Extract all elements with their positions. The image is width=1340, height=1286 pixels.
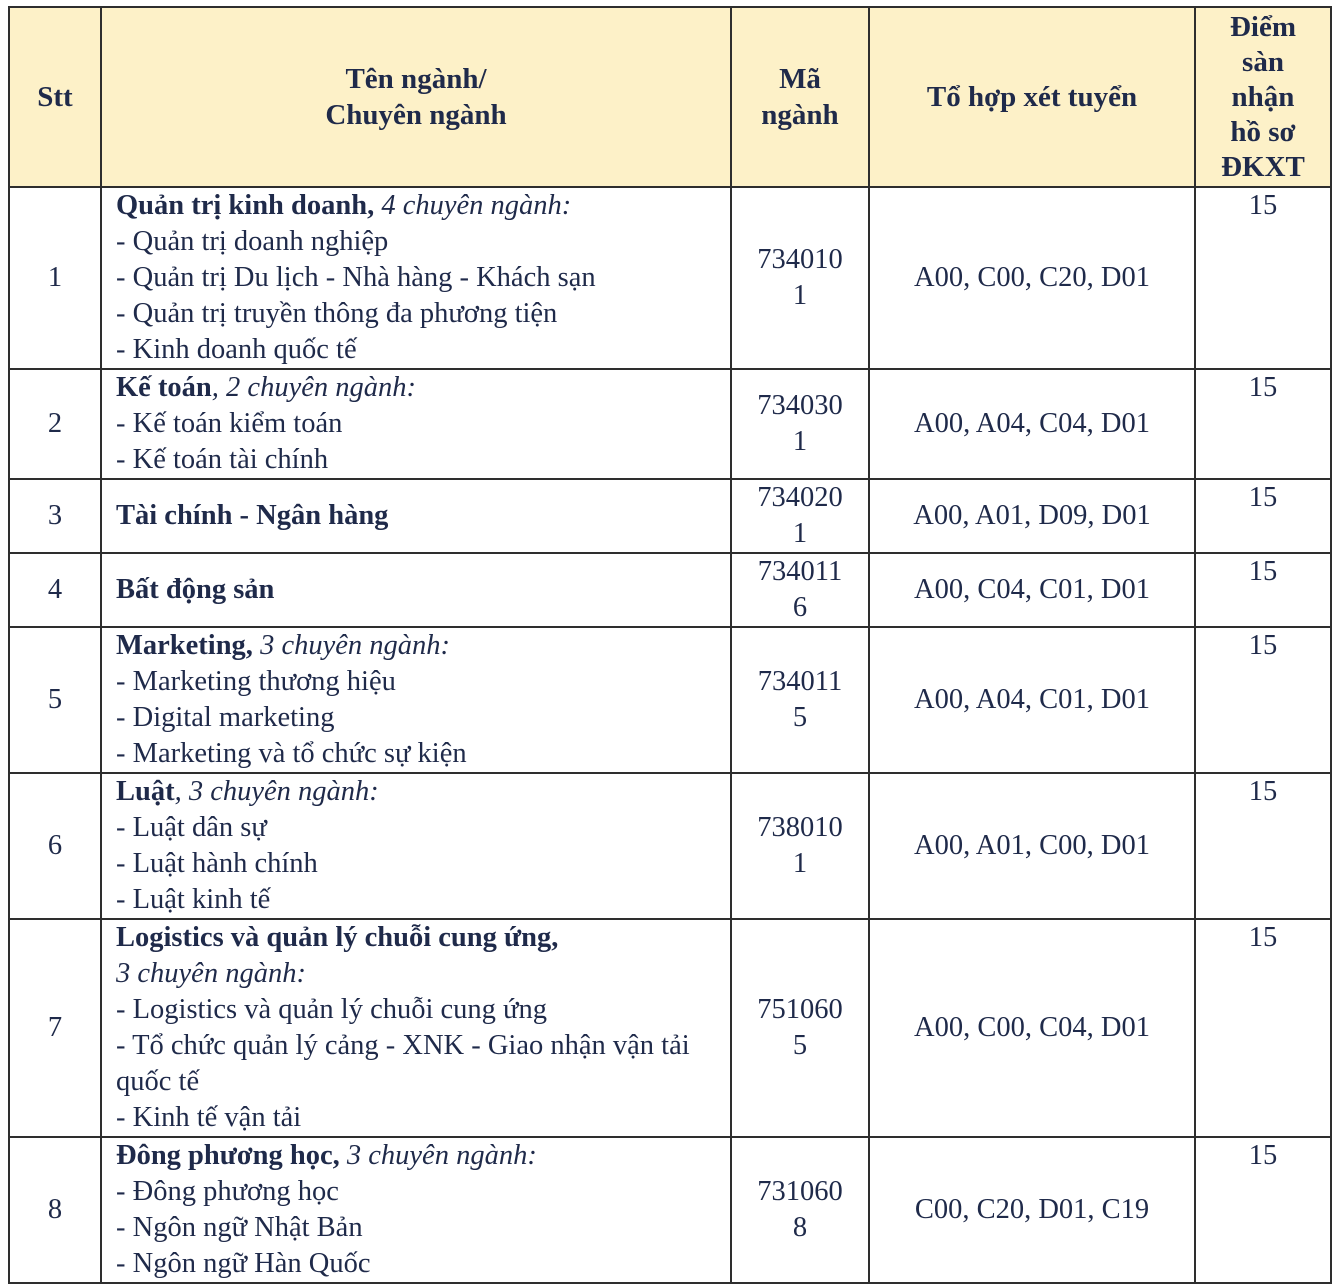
row-combo: A00, C00, C20, D01 bbox=[869, 187, 1195, 369]
row-combo: A00, C00, C04, D01 bbox=[869, 919, 1195, 1137]
row-title-suffix: 3 chuyên ngành: bbox=[252, 630, 451, 661]
row-name bbox=[101, 369, 731, 479]
row-code-b: 1 bbox=[792, 426, 808, 457]
row-stt: 6 bbox=[9, 773, 101, 919]
row-score: 15 bbox=[1195, 553, 1331, 627]
row-code-b: 5 bbox=[792, 1030, 808, 1061]
row-subtitle: 3 chuyên ngành: bbox=[116, 958, 306, 989]
row-code-b: 5 bbox=[792, 702, 808, 733]
row-combo: A00, A01, C00, D01 bbox=[869, 773, 1195, 919]
row-score: 15 bbox=[1195, 773, 1331, 919]
admissions-table bbox=[8, 6, 1332, 1284]
row-item: - Kế toán tài chính bbox=[116, 444, 329, 475]
row-title-suffix: 3 chuyên ngành: bbox=[339, 1140, 537, 1171]
row-title: Marketing, bbox=[116, 630, 253, 661]
row-code-b: 1 bbox=[792, 848, 808, 879]
header-combo: Tổ hợp xét tuyển bbox=[869, 7, 1195, 187]
row-combo: A00, C04, C01, D01 bbox=[869, 553, 1195, 627]
row-item: - Marketing và tổ chức sự kiện bbox=[116, 738, 467, 769]
row-code bbox=[731, 553, 869, 627]
header-score bbox=[1195, 7, 1331, 187]
row-score: 15 bbox=[1195, 627, 1331, 773]
row-score: 15 bbox=[1195, 369, 1331, 479]
table-row bbox=[9, 627, 1331, 773]
row-item: - Luật hành chính bbox=[116, 848, 318, 879]
row-title-suffix: 4 chuyên ngành: bbox=[374, 190, 572, 221]
row-score: 15 bbox=[1195, 187, 1331, 369]
row-name bbox=[101, 773, 731, 919]
row-title: Logistics và quản lý chuỗi cung ứng, bbox=[116, 922, 559, 953]
row-title: Đông phương học, bbox=[116, 1140, 340, 1171]
row-title-line bbox=[116, 370, 722, 406]
row-item: - Kế toán kiểm toán bbox=[116, 408, 343, 439]
row-item: - Tổ chức quản lý cảng - XNK - Giao nhận vận tải quốc tế bbox=[116, 1030, 690, 1097]
row-code-b: 6 bbox=[792, 592, 808, 623]
row-code bbox=[731, 919, 869, 1137]
row-stt: 5 bbox=[9, 627, 101, 773]
row-item: - Quản trị doanh nghiệp bbox=[116, 226, 389, 257]
header-code-line1: Mã bbox=[779, 63, 821, 95]
row-code-a: 731060 bbox=[757, 1176, 843, 1207]
row-code bbox=[731, 187, 869, 369]
row-score: 15 bbox=[1195, 1137, 1331, 1283]
row-item: - Quản trị Du lịch - Nhà hàng - Khách sạn bbox=[116, 262, 596, 293]
table-row bbox=[9, 187, 1331, 369]
row-stt: 8 bbox=[9, 1137, 101, 1283]
header-stt: Stt bbox=[9, 7, 101, 187]
row-stt: 1 bbox=[9, 187, 101, 369]
row-stt: 4 bbox=[9, 553, 101, 627]
header-score-line2: sàn bbox=[1242, 45, 1284, 78]
row-code bbox=[731, 627, 869, 773]
header-score-line4: hồ sơ bbox=[1230, 115, 1296, 148]
row-combo: A00, A01, D09, D01 bbox=[869, 479, 1195, 553]
row-code-a: 734011 bbox=[757, 666, 843, 697]
row-code-b: 8 bbox=[792, 1212, 808, 1243]
row-name bbox=[101, 553, 731, 627]
header-row bbox=[9, 7, 1331, 187]
table-row bbox=[9, 369, 1331, 479]
row-stt: 3 bbox=[9, 479, 101, 553]
header-score-line5: ĐKXT bbox=[1221, 150, 1305, 183]
row-title: Bất động sản bbox=[116, 574, 275, 605]
row-title-line bbox=[116, 774, 722, 810]
row-title-suffix: , 2 chuyên ngành: bbox=[211, 372, 416, 403]
row-title: Kế toán bbox=[116, 372, 212, 403]
table-row bbox=[9, 919, 1331, 1137]
row-item: - Marketing thương hiệu bbox=[116, 666, 396, 697]
row-title: Tài chính - Ngân hàng bbox=[116, 500, 389, 531]
row-item: - Ngôn ngữ Nhật Bản bbox=[116, 1212, 363, 1243]
table-row bbox=[9, 479, 1331, 553]
row-code-a: 734010 bbox=[757, 244, 843, 275]
row-title-line bbox=[116, 1138, 722, 1174]
row-code-a: 738010 bbox=[757, 812, 843, 843]
row-combo: A00, A04, C01, D01 bbox=[869, 627, 1195, 773]
row-title-suffix: , 3 chuyên ngành: bbox=[174, 776, 379, 807]
row-title: Quản trị kinh doanh, bbox=[116, 190, 375, 221]
row-stt: 7 bbox=[9, 919, 101, 1137]
row-name bbox=[101, 1137, 731, 1283]
row-code-a: 734011 bbox=[757, 556, 843, 587]
table-row bbox=[9, 1137, 1331, 1283]
table-row bbox=[9, 773, 1331, 919]
row-score: 15 bbox=[1195, 919, 1331, 1137]
row-code-a: 734030 bbox=[757, 390, 843, 421]
header-name bbox=[101, 7, 731, 187]
row-code bbox=[731, 773, 869, 919]
row-code-b: 1 bbox=[792, 518, 808, 549]
row-name bbox=[101, 627, 731, 773]
row-item: - Kinh tế vận tải bbox=[116, 1102, 302, 1133]
header-score-line3: nhận bbox=[1231, 80, 1295, 113]
row-code bbox=[731, 1137, 869, 1283]
row-name bbox=[101, 187, 731, 369]
row-code bbox=[731, 369, 869, 479]
row-code-a: 751060 bbox=[757, 994, 843, 1025]
row-item: - Luật dân sự bbox=[116, 812, 267, 843]
row-combo: A00, A04, C04, D01 bbox=[869, 369, 1195, 479]
row-code-a: 734020 bbox=[757, 482, 843, 513]
header-code bbox=[731, 7, 869, 187]
row-item: - Kinh doanh quốc tế bbox=[116, 334, 357, 365]
row-title: Luật bbox=[116, 776, 175, 807]
row-code-b: 1 bbox=[792, 280, 808, 311]
row-item: - Quản trị truyền thông đa phương tiện bbox=[116, 298, 558, 329]
row-title-line bbox=[116, 628, 722, 664]
row-item: - Ngôn ngữ Hàn Quốc bbox=[116, 1248, 371, 1279]
row-combo: C00, C20, D01, C19 bbox=[869, 1137, 1195, 1283]
row-name bbox=[101, 479, 731, 553]
row-title-line bbox=[116, 188, 722, 224]
row-item: - Đông phương học bbox=[116, 1176, 339, 1207]
row-item: - Luật kinh tế bbox=[116, 884, 271, 915]
row-score: 15 bbox=[1195, 479, 1331, 553]
header-name-line2: Chuyên ngành bbox=[325, 99, 507, 131]
header-code-line2: ngành bbox=[761, 99, 839, 131]
row-item: - Digital marketing bbox=[116, 702, 335, 733]
header-name-line1: Tên ngành/ bbox=[345, 63, 487, 95]
row-code bbox=[731, 479, 869, 553]
table-row bbox=[9, 553, 1331, 627]
header-score-line1: Điểm bbox=[1229, 10, 1297, 43]
row-stt: 2 bbox=[9, 369, 101, 479]
row-name bbox=[101, 919, 731, 1137]
row-item: - Logistics và quản lý chuỗi cung ứng bbox=[116, 994, 547, 1025]
